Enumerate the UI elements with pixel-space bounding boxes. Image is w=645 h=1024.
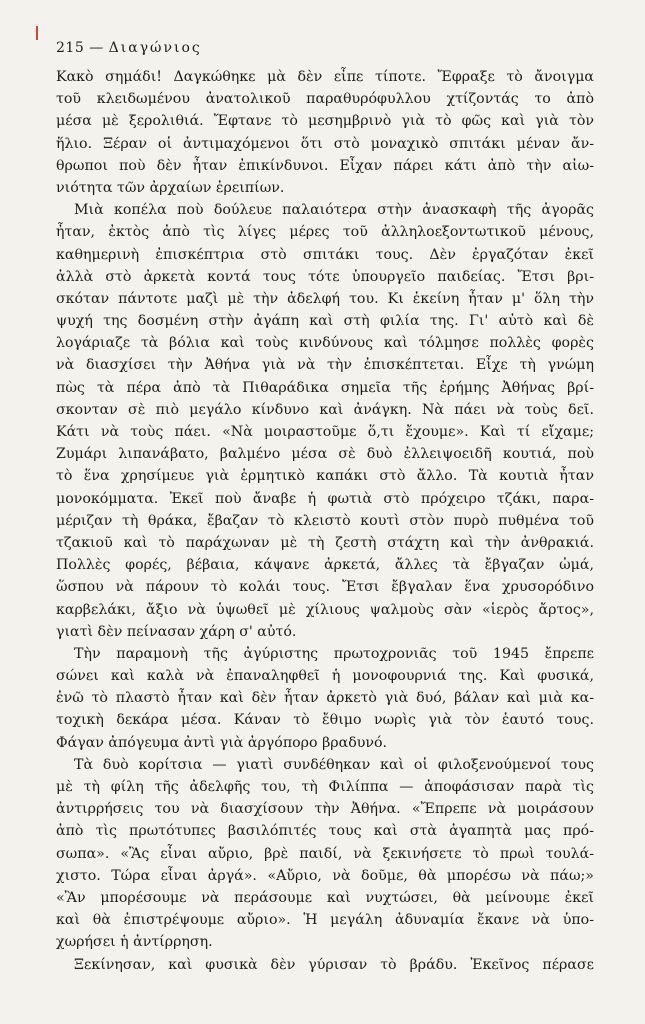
text-line: ὥσπου νὰ πάρουν τὸ κολάι τους. Ἔτσι ἔβγαλαν ἕνα χρυσορόδινο <box>56 579 594 596</box>
text-line: τοῦ κλειδωμένου ἀνατολικοῦ παραθυρόφυλλου χτίζοντάς το ἀπὸ <box>56 91 594 108</box>
text-line: μονοκόμματα. Ἐκεῖ ποὺ ἄναβε ἡ φωτιὰ στὸ πρόχειρο τζάκι, παρα- <box>56 490 594 507</box>
text-line: καρβελάκι, ἄξιο νὰ ὑψωθεῖ μὲ χίλιους ψαλμοὺς σὰν «ἱερὸς ἄρτος», <box>56 601 594 618</box>
paragraph <box>56 199 594 643</box>
text-line: λογάριαζε τὰ βόλια καὶ τοὺς κινδύνους καὶ τόλμησε πολλὲς φορὲς <box>56 335 594 352</box>
text-line: ἥλιο. Ξέραν οἱ ἀντιμαχόμενοι ὅτι στὸ μοναχικὸ σπιτάκι μέναν ἄν- <box>56 135 594 152</box>
body-text <box>56 66 594 976</box>
text-line: ψυχή της δοσμένη στὴν ἀγάπη καὶ στὴ φιλία της. Γι' αὐτὸ καὶ δὲ <box>56 313 594 330</box>
text-line: μέριζαν τὴ θράκα, ἔβαζαν τὸ κλειστὸ κουτὶ στὸν πυρὸ πυθμένα τοῦ <box>56 512 594 529</box>
text-line: «Ἂν μπορέσουμε νὰ περάσουμε καὶ νυχτώσει, θὰ μείνουμε ἐκεῖ <box>56 889 594 906</box>
text-line: Μιὰ κοπέλα ποὺ δούλευε παλαιότερα στὴν ἀνασκαφὴ τῆς ἀγορᾶς <box>74 202 594 219</box>
text-line: γιατὶ δὲν πείνασαν χάρη σ' αὐτό. <box>56 623 297 640</box>
text-line: ἐνῶ τὸ πλαστὸ ἦταν καὶ δὲν ἦταν ἀρκετὸ γιὰ δυό, βάλαν καὶ μιὰ κα- <box>56 690 594 707</box>
page-number: 215 <box>56 40 85 56</box>
text-line: τζακιοῦ καὶ τὸ παράχωναν μὲ τὴ ζεστὴ στάχτη καὶ τὴν ἀνθρακιά. <box>56 534 594 551</box>
text-line: ἦταν, ἐκτὸς ἀπὸ τὶς λίγες μέρες τοῦ ἀλληλοεξοντωτικοῦ μένους, <box>56 224 594 241</box>
text-line: χωρήσει ἡ ἀντίρρηση. <box>56 934 213 951</box>
text-line: χιστο. Τώρα εἶναι ἀργά». «Αὔριο, νὰ δοῦμε, θὰ μπορέσω νὰ πάω;» <box>56 867 594 884</box>
running-title: Διαγώνιος <box>108 40 202 56</box>
text-line: σκόταν πάντοτε μαζὶ μὲ τὴν ἀδελφή του. Κι ἐκείνη ἦταν μ' ὅλη τὴν <box>56 290 594 307</box>
text-line: ἀπὸ τὶς πρωτότυπες βασιλόπιτές τους καὶ στὰ ἀγαπητὰ μας πρό- <box>56 823 594 840</box>
text-line: νιότητα τῶν ἀρχαίων ἐρειπίων. <box>56 179 285 196</box>
paragraph <box>56 754 594 954</box>
text-line: πὼς τὰ πέρα ἀπὸ τὰ Πιθαράδικα σημεῖα τῆς ἐρήμης Ἀθήνας βρί- <box>56 379 594 396</box>
text-line: νὰ διασχίσει τὴν Ἀθήνα γιὰ νὰ τὴν ἐπισκέπτεται. Εἶχε τὴ γνώμη <box>56 357 594 374</box>
text-line: σκονταν σὲ πιὸ μεγάλο κίνδυνο καὶ ἀνάγκη. Νὰ πάει νὰ τοὺς δεῖ. <box>56 401 594 418</box>
text-line: Φάγαν ἀπόγευμα ἀντὶ γιὰ ἀργόπορο βραδυνό. <box>56 734 388 751</box>
text-line: Κακὸ σημάδι! Δαγκώθηκε μὰ δὲν εἶπε τίποτε. Ἔφραξε τὸ ἄνοιγμα <box>56 69 594 85</box>
text-line: μέσα μὲ ξερολιθιά. Ἔφτανε τὸ μεσημβρινὸ γιὰ τὸ φῶς καὶ γιὰ τὸν <box>56 113 594 130</box>
text-line: μὲ τὴ φίλη τῆς ἀδελφῆς του, τὴ Φιλίππα — ἀποφάσισαν παρὰ τὶς <box>56 779 594 795</box>
text-line: θρωποι ποὺ δὲν ἦταν ἐπικίνδυνοι. Εἶχαν πάρει κάτι ἀπὸ τὴν αἰω- <box>56 157 594 174</box>
text-line: καὶ θὰ ἐπιστρέψουμε αὔριο». Ἡ μεγάλη ἀδυναμία ἔκανε νὰ ὑπο- <box>56 912 594 929</box>
paragraph <box>56 643 594 754</box>
text-line: τὸ ἕνα χρησίμευε γιὰ ἑρμητικὸ καπάκι στὸ ἄλλο. Τὰ κουτιὰ ἦταν <box>56 468 594 485</box>
text-line: Ξεκίνησαν, καὶ φυσικὰ δὲν γύρισαν τὸ βράδυ. Ἐκεῖνος πέρασε <box>74 956 594 973</box>
text-line: Τὰ δυὸ κορίτσια — γιατὶ συνδέθηκαν καὶ οἱ φιλοξενούμενοί τους <box>74 756 594 773</box>
text-line: Κάτι νὰ τοὺς πάει. «Νὰ μοιραστοῦμε ὅ,τι ἔχουμε». Καὶ τί εἴχαμε; <box>56 424 594 440</box>
text-line: σωπα». «Ἂς εἶναι αὔριο, βρὲ παιδί, νὰ ξεκινήσετε τὸ πρωὶ τουλά- <box>56 845 594 862</box>
text-line: ἀλλὰ στὸ ἀρκετὰ κοντά τους τότε ὑπουργεῖο παιδείας. Ἔτσι βρι- <box>56 268 594 285</box>
text-line: Τὴν παραμονὴ τῆς ἀγύριστης πρωτοχρονιᾶς τοῦ 1945 ἔπρεπε <box>74 645 594 662</box>
text-line: καθημερινὴ ἐπισκέπτρια στὸ σπιτάκι τους. Δὲν ἐργαζόταν ἐκεῖ <box>56 246 594 263</box>
text-line: τοχικὴ δεκάρα μέσα. Κάναν τὸ ἔθιμο νωρὶς γιὰ τὸν ἑαυτό τους. <box>56 712 594 729</box>
paragraph <box>56 954 594 976</box>
text-line: Ζυμάρι λιπανάβατο, βαλμένο μέσα σὲ δυὸ ἐλλειψοειδῆ κουτιά, ποὺ <box>56 446 594 463</box>
running-header <box>56 40 202 56</box>
text-line: σώνει καὶ καλὰ νὰ ἐπαναληφθεῖ ἡ μονοφουρνιά της. Καὶ φυσικά, <box>56 668 594 685</box>
text-line: Πολλὲς φορές, βέβαια, κάψανε ἀρκετά, ἄλλες τὰ ἔβγαζαν ὠμά, <box>56 557 594 574</box>
header-dash: — <box>89 40 104 56</box>
paragraph <box>56 66 594 199</box>
margin-mark <box>36 26 38 40</box>
text-line: ἀντιρρήσεις του νὰ διασχίσουν τὴν Ἀθήνα. «Ἔπρεπε νὰ μοιράσουν <box>56 801 594 818</box>
